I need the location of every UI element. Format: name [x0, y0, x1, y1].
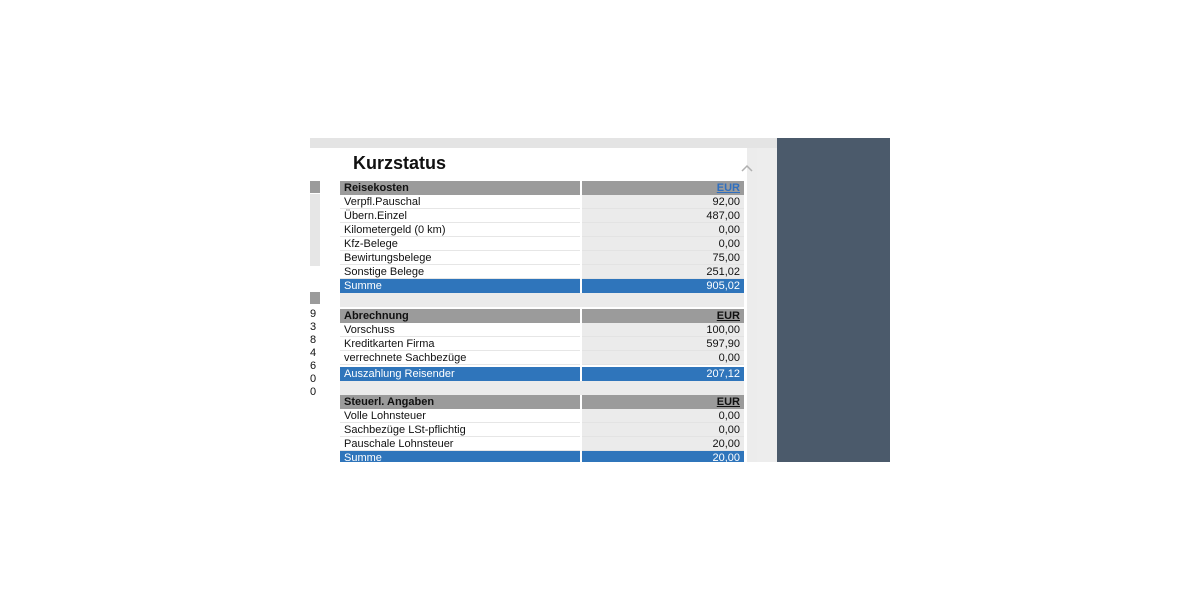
total-label: Summe	[340, 451, 580, 462]
status-content	[320, 148, 747, 462]
row-value: 92,00	[582, 195, 744, 209]
left-number: 4	[310, 347, 317, 359]
row-label: Kfz-Belege	[340, 237, 580, 251]
row-label: Pauschale Lohnsteuer	[340, 437, 580, 451]
section-header	[340, 309, 744, 323]
row-value: 0,00	[582, 237, 744, 251]
section-header	[340, 395, 744, 409]
table-row	[340, 437, 744, 451]
row-value: 0,00	[582, 409, 744, 423]
left-number: 0	[310, 386, 317, 398]
left-number: 6	[310, 360, 317, 372]
section-header-label: Steuerl. Angaben	[340, 395, 580, 409]
table-row	[340, 209, 744, 223]
section-header-label: Abrechnung	[340, 309, 580, 323]
section-gap	[340, 293, 744, 307]
row-value: 487,00	[582, 209, 744, 223]
section-header	[340, 181, 744, 195]
table-row	[340, 195, 744, 209]
table-row	[340, 237, 744, 251]
row-value: 0,00	[582, 423, 744, 437]
row-label: Sonstige Belege	[340, 265, 580, 279]
table-row	[340, 351, 744, 365]
row-label: Kilometergeld (0 km)	[340, 223, 580, 237]
currency-label: EUR	[582, 309, 744, 323]
left-number: 0	[310, 373, 317, 385]
left-number: 3	[310, 321, 317, 333]
left-box	[310, 194, 320, 266]
row-label: Vorschuss	[340, 323, 580, 337]
table-row	[340, 265, 744, 279]
scrollbar-track[interactable]	[757, 148, 777, 462]
total-row[interactable]	[340, 367, 744, 381]
row-value: 0,00	[582, 351, 744, 365]
table-row	[340, 423, 744, 437]
row-label: Sachbezüge LSt-pflichtig	[340, 423, 580, 437]
section-reisekosten	[340, 181, 744, 293]
page-title: Kurzstatus	[353, 153, 447, 173]
app-window	[310, 138, 890, 462]
total-value: 20,00	[582, 451, 744, 462]
left-header-bar	[310, 292, 320, 304]
row-label: Übern.Einzel	[340, 209, 580, 223]
row-value: 20,00	[582, 437, 744, 451]
left-number: 9	[310, 308, 317, 320]
top-strip	[310, 138, 777, 148]
total-value: 905,02	[582, 279, 744, 293]
left-number: 8	[310, 334, 317, 346]
row-label: verrechnete Sachbezüge	[340, 351, 580, 365]
total-label: Auszahlung Reisender	[340, 367, 580, 381]
total-row[interactable]	[340, 451, 744, 462]
table-row	[340, 251, 744, 265]
section-abrechnung	[340, 309, 744, 381]
row-value: 0,00	[582, 223, 744, 237]
table-row	[340, 323, 744, 337]
row-value: 251,02	[582, 265, 744, 279]
total-row[interactable]	[340, 279, 744, 293]
total-label: Summe	[340, 279, 580, 293]
row-value: 75,00	[582, 251, 744, 265]
row-label: Bewirtungsbelege	[340, 251, 580, 265]
currency-label: EUR	[582, 395, 744, 409]
row-value: 597,90	[582, 337, 744, 351]
section-header-label: Reisekosten	[340, 181, 580, 195]
left-header-bar	[310, 181, 320, 193]
section-gap	[340, 381, 744, 395]
table-row	[340, 409, 744, 423]
row-label: Verpfl.Pauschal	[340, 195, 580, 209]
section-steuerl-angaben	[340, 395, 744, 462]
total-value: 207,12	[582, 367, 744, 381]
row-value: 100,00	[582, 323, 744, 337]
right-side-panel	[777, 138, 890, 462]
row-label: Volle Lohnsteuer	[340, 409, 580, 423]
currency-link[interactable]: EUR	[582, 181, 744, 195]
row-label: Kreditkarten Firma	[340, 337, 580, 351]
table-row	[340, 337, 744, 351]
table-row	[340, 223, 744, 237]
chevron-up-icon[interactable]	[739, 160, 755, 174]
